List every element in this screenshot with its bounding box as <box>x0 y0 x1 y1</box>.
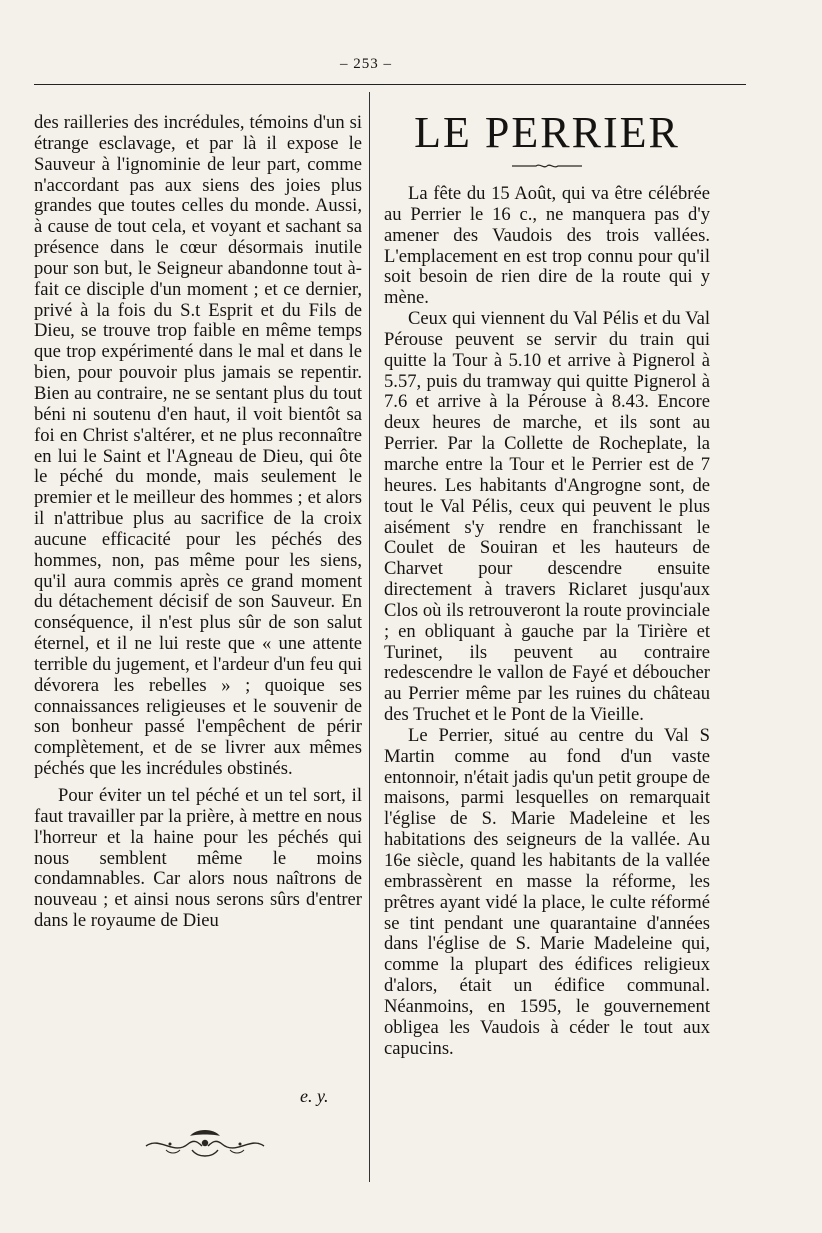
page-number: – 253 – <box>340 56 392 72</box>
article-paragraph: Le Perrier, situé au centre du Val S Martin comme au fond d'un vaste entonnoir, n'était jadis qu'un petit groupe de maisons, parmi lesquelles on remarquait l'église de S. Marie Madeleine et les habitations des seigneurs de la vallée. Au 16e siècle, quand les habitants de la vallée embrassèrent en masse la réforme, les prêtres ayant vidé la place, le culte réformé se tint pendant une quarantaine d'années dans l'église de S. Marie Madeleine qui, comme la plupart des édifices religieux d'alors, était un édifice communal. Néanmoins, en 1595, le gouvernement obligea les Vaudois à céder le tout aux capucins. <box>384 724 710 1059</box>
column-divider <box>369 92 370 1182</box>
article-paragraph: Ceux qui viennent du Val Pélis et du Val Pérouse peuvent se servir du train qui quitte la Tour à 5.10 et arrive à Pignerol à 5.57, puis du tramway qui quitte Pignerol à 7.6 et arrive à la Pérouse à 8.43. Encore deux heures de marche, et ils sont au Perrier. Par la Collette de Rocheplate, la marche entre la Tour et le Perrier est de 7 heures. Les habitants d'Angrogne sont, de tout le Val Pélis, ceux qui peuvent le plus aisément s'y rendre en franchissant le Coulet de Souiran et les hauteurs de Charvet pour descendre ensuite directement à travers Riclaret jusqu'aux Clos où ils retrouveront la route provinciale ; en obliquant à gauche par la Tirière et Turinet, ils peuvent au contraire redescendre le vallon de Fayé et déboucher au Perrier même par les ruines du château des Truchet et le Pont de la Vieille. <box>384 308 710 726</box>
article-paragraph: La fête du 15 Août, qui va être célébrée au Perrier le 16 c., ne manquera pas d'y amener des Vaudois des trois vallées. L'emplacement en est trop connu pour qu'il soit besoin de rien dire de la route qui y mène. <box>384 183 710 309</box>
left-column <box>34 113 362 932</box>
left-paragraph: Pour éviter un tel péché et un tel sort, il faut travailler par la prière, à mettre en nous l'horreur et la haine pour les péchés qui nous semblent même le moins condamnables. Car alors nous naîtrons de nouveau ; et ainsi nous serons sûrs d'entrer dans le royaume de Dieu <box>34 785 362 932</box>
signature: e. y. <box>300 1086 329 1106</box>
title-ornament <box>512 162 582 170</box>
end-ornament <box>140 1122 270 1162</box>
left-paragraph: des railleries des incrédules, témoins d'un si étrange esclavage, et par là il expose le Sauveur à l'ignominie de leur part, comme n'accordant pas aux siens des joies plus grandes que toutes celles du monde. Aussi, à cause de tout cela, et voyant et sachant sa présence dans le cœur désormais inutile pour son but, le Seigneur abandonne tout à-fait ce disciple d'un moment ; et ce dernier, privé à la fois du S.t Esprit et du Fils de Dieu, se trouve trop faible en même temps que trop expérimenté dans le mal et dans le bien, pour pouvoir plus jamais se repentir. Bien au contraire, ne se sentant plus du tout béni ni soutenu d'en haut, il voit bientôt sa foi en Christ s'altérer, et ne plus reconnaître en lui le Saint et l'Agneau de Dieu, qui ôte le péché du monde, mais seulement le premier et le meilleur des hommes ; et alors il n'attribue plus au sacrifice de la croix aucune efficacité pour les péchés des hommes, non, pas même pour les siens, qu'il aura commis après ce grand moment du détachement décisif de son Sauveur. En conséquence, il n'est plus sûr de son salut éternel, et il ne lui reste que « une attente terrible du jugement, et l'ardeur d'un feu qui dévorera les rebelles » ; quoique ses connaissances religieuses et le souvenir de son bonheur passé l'empêchent de périr complètement, et de se livrer aux mêmes péchés que les incrédules obstinés. <box>34 112 362 780</box>
right-column <box>384 184 710 1059</box>
header-rule <box>34 84 746 85</box>
article-title: LE PERRIER <box>414 108 680 157</box>
